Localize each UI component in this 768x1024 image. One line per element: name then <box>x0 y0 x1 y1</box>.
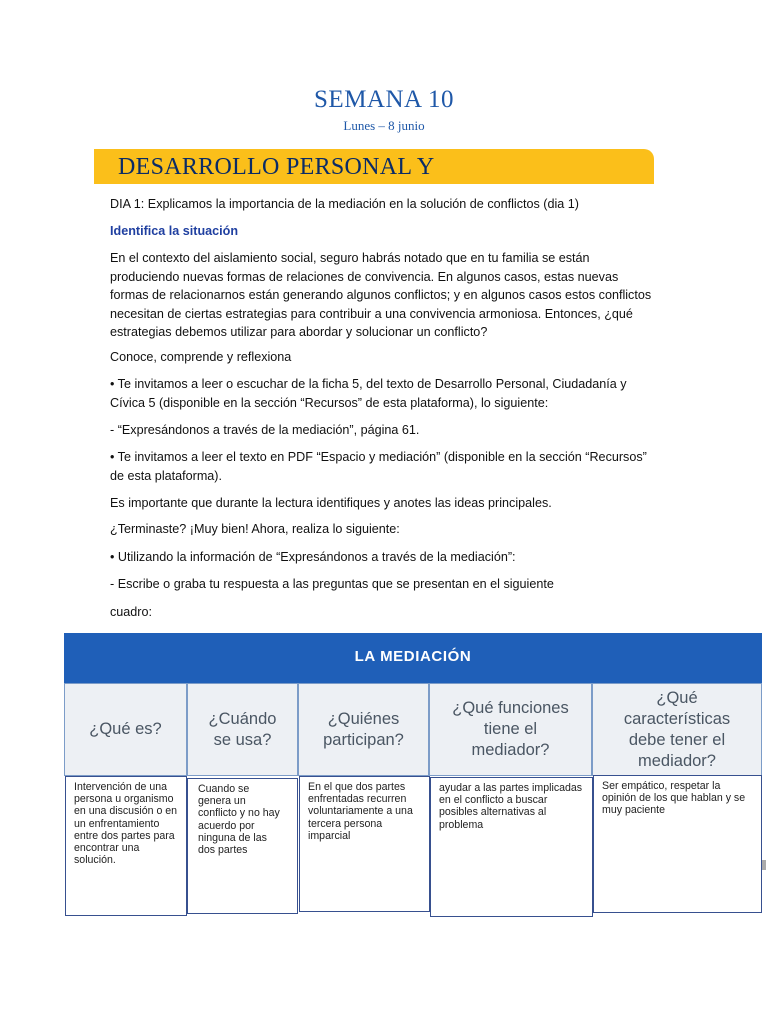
answer-funciones[interactable]: ayudar a las partes implicadas en el conflicto a buscar posibles alternativas al problema <box>430 777 593 917</box>
answer-caracteristicas[interactable]: Ser empático, respetar la opinión de los que hablan y se muy paciente <box>593 775 762 913</box>
answer-que-es[interactable]: Intervención de una persona u organismo en una discusión o en un enfrentamiento entre dos partes para encontrar una solución. <box>65 776 187 916</box>
reflect-heading: Conoce, comprende y reflexiona <box>110 350 292 364</box>
header-caracteristicas: ¿Qué características debe tener el mediador? <box>592 683 762 776</box>
finished-prompt: ¿Terminaste? ¡Muy bien! Ahora, realiza lo siguiente: <box>110 522 400 536</box>
answer-cuando[interactable]: Cuando se genera un conflicto y no hay acuerdo por ninguna de las dos partes <box>187 778 298 914</box>
header-funciones: ¿Qué funciones tiene el mediador? <box>429 683 592 776</box>
banner-title: DESARROLLO PERSONAL Y <box>118 154 435 180</box>
page-edge-marker <box>762 860 766 870</box>
context-paragraph: En el contexto del aislamiento social, seguro habrás notado que en tu familia se están produciendo nuevas formas de relaciones de convivencia. En algunos casos, estas nuevas formas de relacionarnos están generando algunos conflictos; y en algunos casos estos conflictos necesitan de ciertas estrategias para contribuir a una convivencia armoniosa. Entonces, ¿qué estrategias debemos utilizar para abordar y solucionar un conflicto? <box>110 251 652 339</box>
identify-heading: Identifica la situación <box>110 224 239 238</box>
bullet-read-pdf: • Te invitamos a leer el texto en PDF “Espacio y mediación” (disponible en la sección “Recursos” de esta plataforma). <box>110 450 647 483</box>
answer-quienes[interactable]: En el que dos partes enfrentadas recurren voluntariamente a una tercera persona imparcial <box>299 776 430 912</box>
header-quienes: ¿Quiénes participan? <box>298 683 429 776</box>
section-banner <box>94 149 654 184</box>
header-que-es: ¿Qué es? <box>64 683 187 776</box>
sub-bullet-page: - “Expresándonos a través de la mediación”, página 61. <box>110 423 420 437</box>
bullet-read-ficha: • Te invitamos a leer o escuchar de la ficha 5, del texto de Desarrollo Personal, Ciudadanía y Cívica 5 (disponible en la sección “Recursos” de esta plataforma), lo siguiente: <box>110 377 627 410</box>
bullet-using-info: • Utilizando la información de “Expresándonos a través de la mediación”: <box>110 550 516 564</box>
header-cuando: ¿Cuándo se usa? <box>187 683 298 776</box>
important-note: Es importante que durante la lectura identifiques y anotes las ideas principales. <box>110 496 552 510</box>
page-date: Lunes – 8 junio <box>343 118 425 133</box>
table-intro: cuadro: <box>110 605 153 619</box>
table-title-bar <box>64 633 762 683</box>
table-title: LA MEDIACIÓN <box>354 648 472 665</box>
day-heading: DIA 1: Explicamos la importancia de la mediación en la solución de conflictos (dia 1) <box>110 197 580 211</box>
sub-bullet-write: - Escribe o graba tu respuesta a las preguntas que se presentan en el siguiente <box>110 577 554 591</box>
page-title: SEMANA 10 <box>314 86 454 113</box>
